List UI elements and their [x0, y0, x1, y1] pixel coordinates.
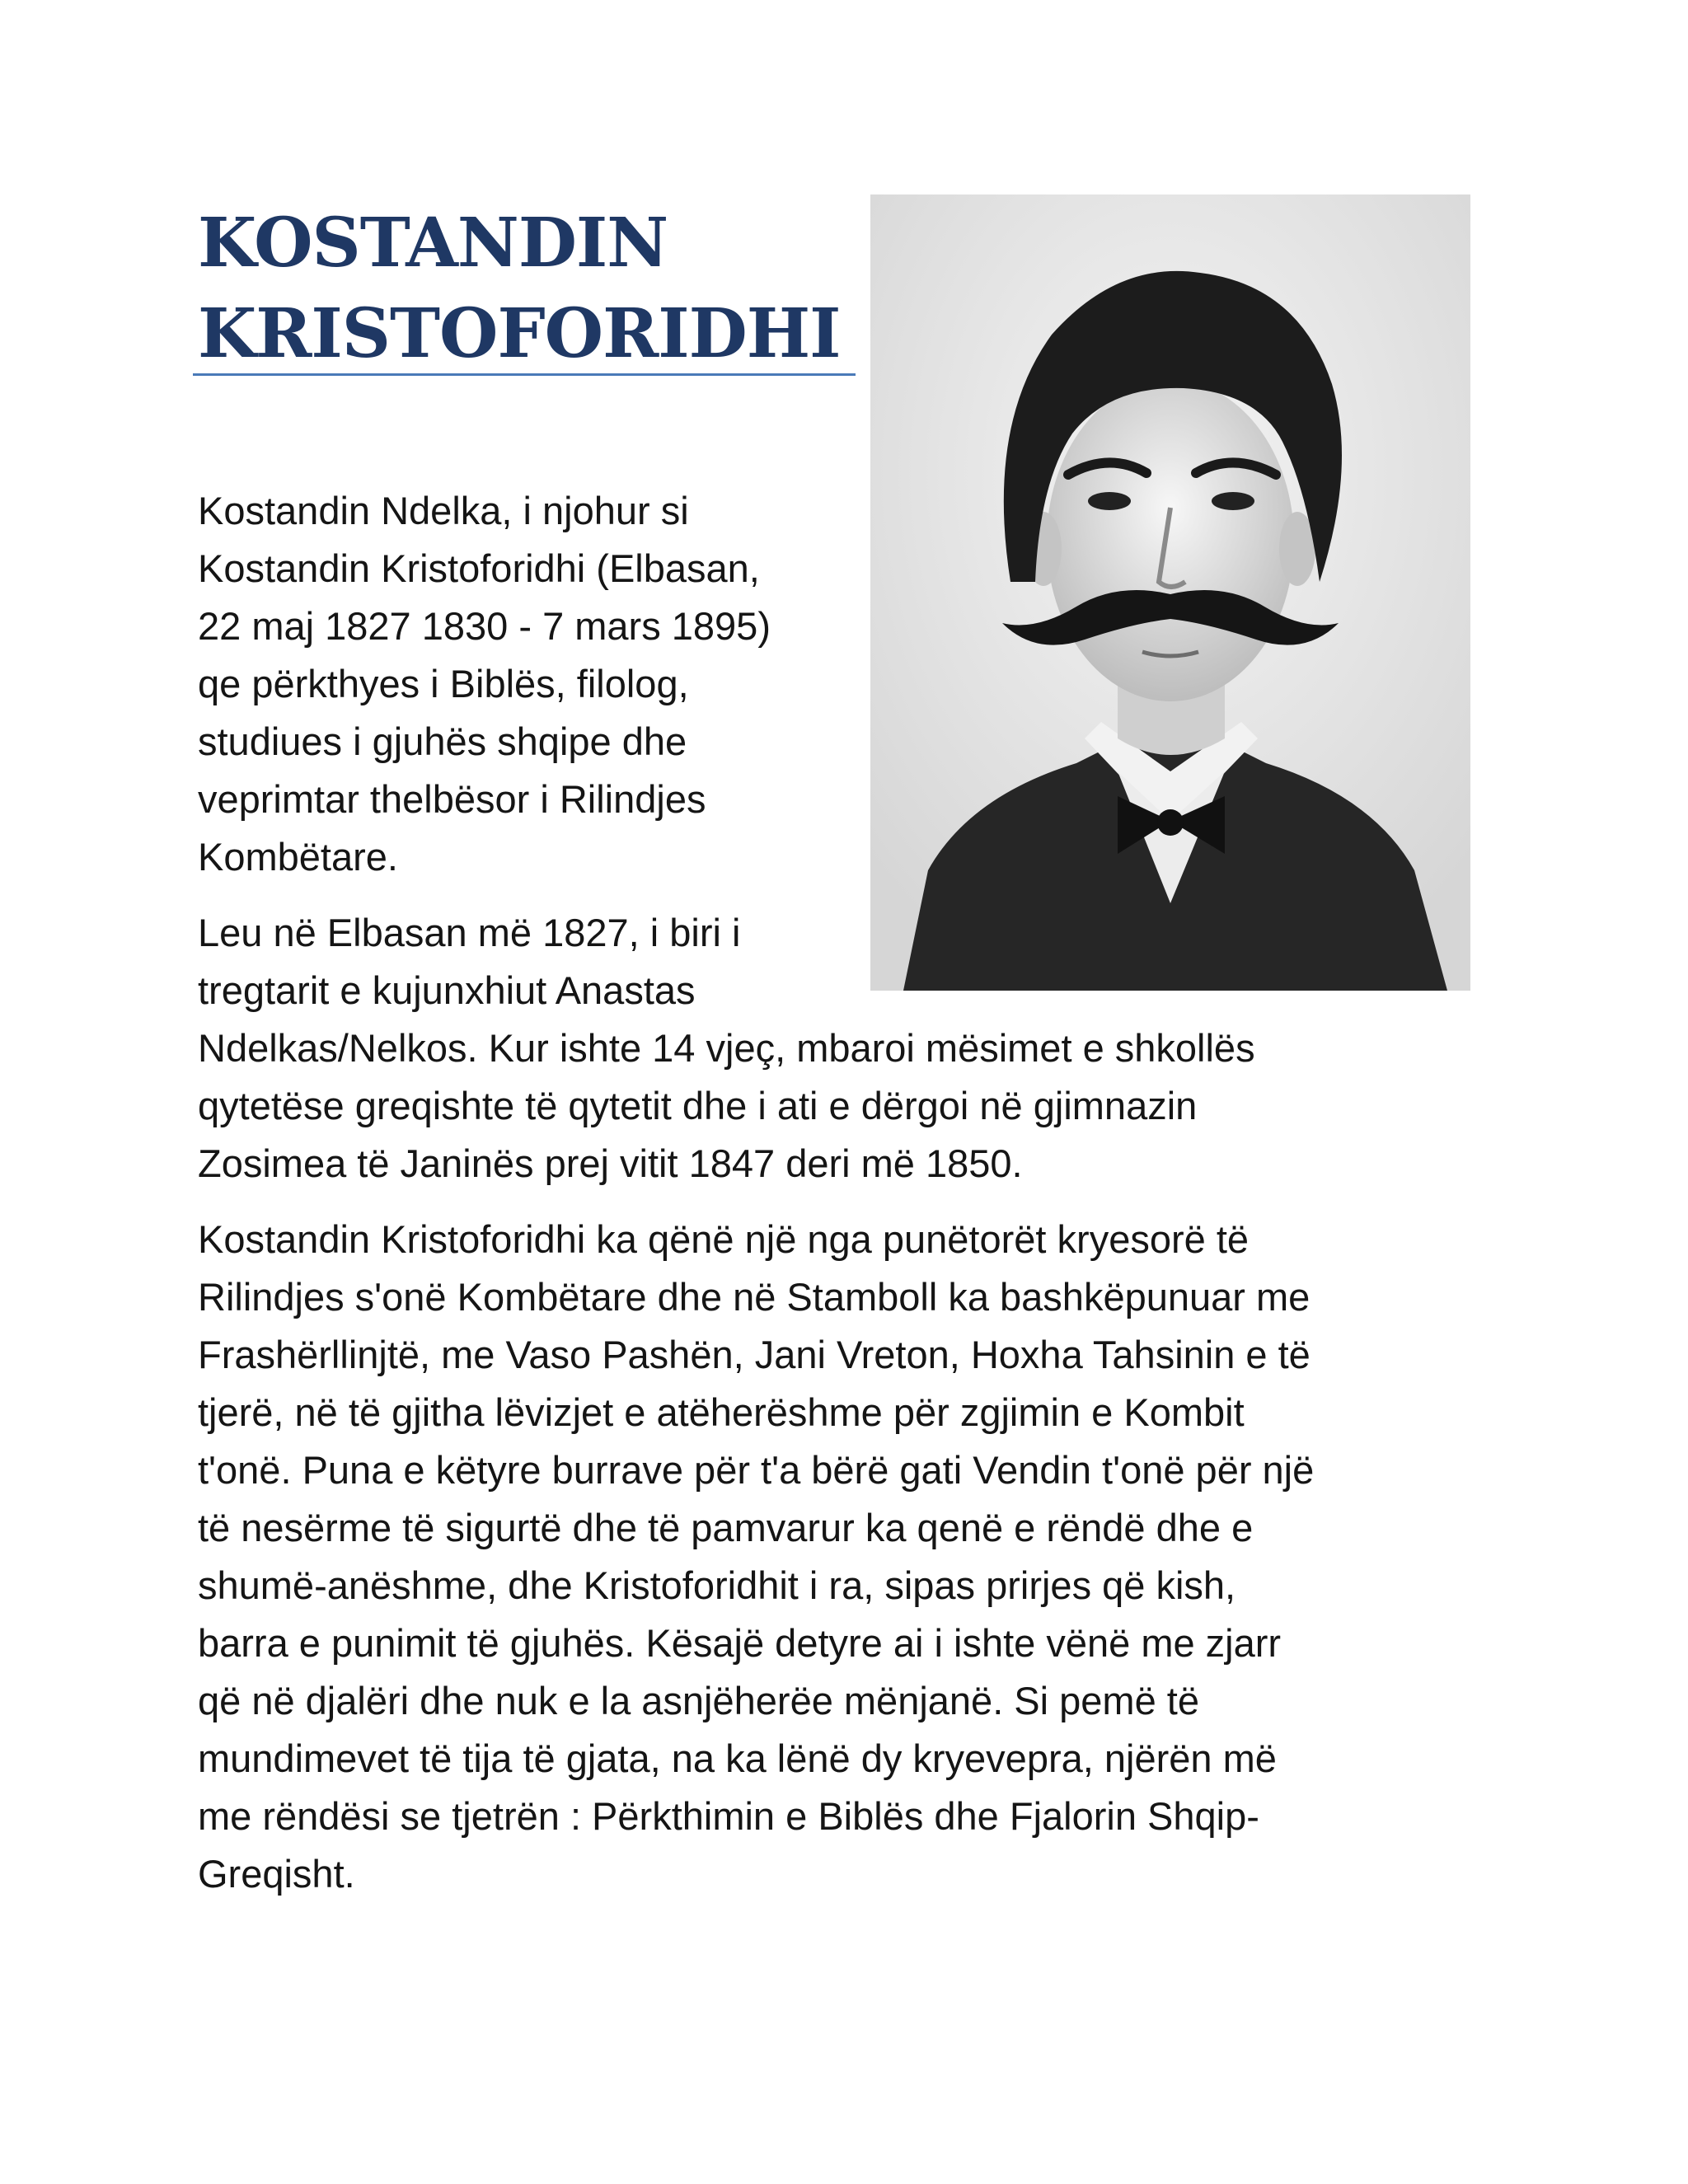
text-line: barra e punimit të gjuhës. Kësajë detyre ai i ishte vënë me zjarr — [198, 1621, 1282, 1665]
text-line: qe përkthyes i Biblës, filolog, — [198, 662, 689, 705]
text-line: 22 maj 1827 1830 - 7 mars 1895) — [198, 604, 771, 648]
text-line: qytetëse greqishte të qytetit dhe i ati e dërgoi në gjimnazin — [198, 1084, 1198, 1127]
text-line: Kostandin Kristoforidhi ka qënë një nga punëtorët kryesorë të — [198, 1217, 1250, 1261]
text-line: mundimevet të tija të gjata, na ka lënë dy kryevepra, njërën më — [198, 1736, 1277, 1780]
text-line: Kostandin Kristoforidhi (Elbasan, — [198, 546, 760, 590]
text-line: studiues i gjuhës shqipe dhe — [198, 719, 687, 763]
paragraph-intro — [198, 482, 1471, 886]
text-line: veprimtar thelbësor i Rilindjes — [198, 777, 706, 821]
text-line: me rëndësi se tjetrën : Përkthimin e Biblës dhe Fjalorin Shqip- — [198, 1794, 1259, 1838]
title-line: KRISTOFORIDHI — [198, 294, 841, 373]
text-line: tregtarit e kujunxhiut Anastas — [198, 968, 696, 1012]
paragraph-early-life — [198, 904, 1471, 1193]
text-line: që në djalëri dhe nuk e la asnjëherëe mënjanë. Si pemë të — [198, 1679, 1199, 1722]
text-line: Kostandin Ndelka, i njohur si — [198, 489, 689, 532]
text-line: Leu në Elbasan më 1827, i biri i — [198, 911, 741, 954]
text-line: Frashërllinjtë, me Vaso Pashën, Jani Vreton, Hoxha Tahsinin e të — [198, 1333, 1311, 1376]
title-underline — [193, 373, 856, 376]
page-title — [198, 198, 857, 379]
text-line: shumë-anëshme, dhe Kristoforidhit i ra, sipas prirjes që kish, — [198, 1563, 1236, 1607]
text-line: Kombëtare. — [198, 835, 398, 879]
text-line: Rilindjes s'onë Kombëtare dhe në Stamboll ka bashkëpunuar me — [198, 1275, 1311, 1319]
text-line: tjerë, në të gjitha lëvizjet e atëherëshme për zgjimin e Kombit — [198, 1390, 1245, 1434]
text-line: Zosimea të Janinës prej vitit 1847 deri më 1850. — [198, 1141, 1023, 1185]
paragraph-work — [198, 1211, 1471, 1903]
text-line: t'onë. Puna e këtyre burrave për t'a bërë gati Vendin t'onë për një — [198, 1448, 1315, 1492]
title-line: KOSTANDIN — [198, 204, 668, 283]
text-line: Ndelkas/Nelkos. Kur ishte 14 vjeç, mbaroi mësimet e shkollës — [198, 1026, 1255, 1070]
text-line: të nesërme të sigurtë dhe të pamvarur ka qenë e rëndë dhe e — [198, 1506, 1254, 1549]
text-line: Greqisht. — [198, 1852, 355, 1896]
article-body — [198, 482, 1471, 1921]
